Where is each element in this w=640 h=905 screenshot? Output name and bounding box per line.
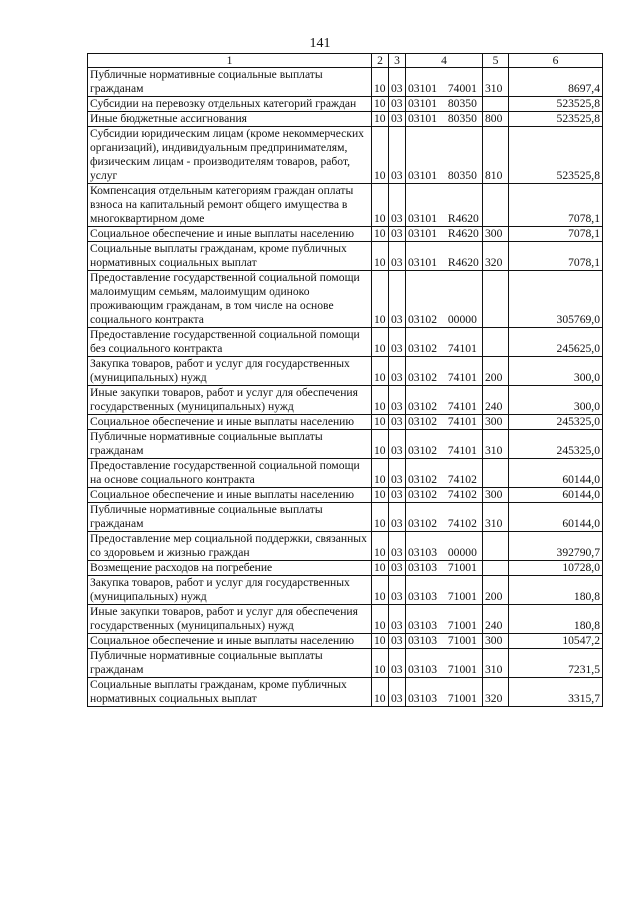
row-section-cell: 10	[372, 357, 389, 386]
row-amount-cell: 60144,0	[509, 503, 603, 532]
row-name-cell: Публичные нормативные социальные выплаты гражданам	[88, 649, 372, 678]
row-amount-cell: 523525,8	[509, 112, 603, 127]
row-name-cell: Социальное обеспечение и иные выплаты населению	[88, 415, 372, 430]
table-row	[88, 605, 603, 634]
table-row	[88, 357, 603, 386]
row-amount-cell: 60144,0	[509, 459, 603, 488]
row-target-code-cell: 03101 R4620	[406, 242, 483, 271]
row-target-code-cell: 03101 80350	[406, 127, 483, 184]
row-section-cell: 10	[372, 68, 389, 97]
row-expense-type-cell	[483, 271, 509, 328]
row-amount-cell: 3315,7	[509, 678, 603, 707]
table-row	[88, 328, 603, 357]
row-section-cell: 10	[372, 112, 389, 127]
row-amount-cell: 392790,7	[509, 532, 603, 561]
row-section-cell: 10	[372, 415, 389, 430]
row-expense-type-cell: 300	[483, 488, 509, 503]
row-section-cell: 10	[372, 97, 389, 112]
column-header-3: 3	[389, 54, 406, 68]
row-amount-cell: 305769,0	[509, 271, 603, 328]
row-subsection-cell: 03	[389, 112, 406, 127]
row-amount-cell: 245325,0	[509, 430, 603, 459]
table-row	[88, 386, 603, 415]
row-name-cell: Закупка товаров, работ и услуг для государственных (муниципальных) нужд	[88, 357, 372, 386]
row-name-cell: Иные закупки товаров, работ и услуг для обеспечения государственных (муниципальных) нужд	[88, 605, 372, 634]
row-section-cell: 10	[372, 328, 389, 357]
row-name-cell: Предоставление государственной социальной помощи без социального контракта	[88, 328, 372, 357]
row-section-cell: 10	[372, 649, 389, 678]
row-target-code-cell: 03102 74101	[406, 430, 483, 459]
table-row	[88, 97, 603, 112]
table-row	[88, 678, 603, 707]
row-name-cell: Субсидии юридическим лицам (кроме некоммерческих организаций), индивидуальным предпринимателям, физическим лицам - производителям товаров, работ, услуг	[88, 127, 372, 184]
row-name-cell: Компенсация отдельным категориям граждан оплаты взноса на капитальный ремонт общего имущества в многоквартирном доме	[88, 184, 372, 227]
row-section-cell: 10	[372, 488, 389, 503]
row-target-code-cell: 03102 74102	[406, 503, 483, 532]
row-section-cell: 10	[372, 430, 389, 459]
row-subsection-cell: 03	[389, 678, 406, 707]
row-subsection-cell: 03	[389, 328, 406, 357]
row-expense-type-cell: 310	[483, 68, 509, 97]
row-section-cell: 10	[372, 386, 389, 415]
row-amount-cell: 180,8	[509, 576, 603, 605]
column-header-2: 2	[372, 54, 389, 68]
row-section-cell: 10	[372, 459, 389, 488]
table-row	[88, 634, 603, 649]
row-name-cell: Предоставление мер социальной поддержки, связанных со здоровьем и жизнью граждан	[88, 532, 372, 561]
row-target-code-cell: 03101 80350	[406, 112, 483, 127]
row-target-code-cell: 03101 R4620	[406, 227, 483, 242]
row-amount-cell: 10547,2	[509, 634, 603, 649]
row-target-code-cell: 03103 71001	[406, 634, 483, 649]
row-subsection-cell: 03	[389, 634, 406, 649]
row-amount-cell: 10728,0	[509, 561, 603, 576]
row-section-cell: 10	[372, 127, 389, 184]
row-expense-type-cell: 240	[483, 605, 509, 634]
row-subsection-cell: 03	[389, 605, 406, 634]
row-name-cell: Публичные нормативные социальные выплаты гражданам	[88, 503, 372, 532]
column-header-1: 1	[88, 54, 372, 68]
row-expense-type-cell	[483, 561, 509, 576]
table-row	[88, 184, 603, 227]
row-subsection-cell: 03	[389, 503, 406, 532]
budget-table	[87, 53, 603, 707]
row-amount-cell: 7078,1	[509, 242, 603, 271]
row-subsection-cell: 03	[389, 415, 406, 430]
row-expense-type-cell: 810	[483, 127, 509, 184]
row-expense-type-cell: 200	[483, 576, 509, 605]
table-row	[88, 488, 603, 503]
row-subsection-cell: 03	[389, 532, 406, 561]
row-amount-cell: 7078,1	[509, 184, 603, 227]
row-expense-type-cell: 240	[483, 386, 509, 415]
row-expense-type-cell	[483, 328, 509, 357]
row-expense-type-cell: 300	[483, 415, 509, 430]
row-expense-type-cell: 200	[483, 357, 509, 386]
table-row	[88, 649, 603, 678]
row-section-cell: 10	[372, 227, 389, 242]
row-subsection-cell: 03	[389, 430, 406, 459]
row-subsection-cell: 03	[389, 386, 406, 415]
row-target-code-cell: 03103 71001	[406, 649, 483, 678]
table-row	[88, 415, 603, 430]
table-row	[88, 561, 603, 576]
row-target-code-cell: 03102 74101	[406, 386, 483, 415]
row-target-code-cell: 03101 80350	[406, 97, 483, 112]
row-name-cell: Социальные выплаты гражданам, кроме публичных нормативных социальных выплат	[88, 242, 372, 271]
row-section-cell: 10	[372, 532, 389, 561]
row-expense-type-cell: 300	[483, 634, 509, 649]
table-header-row	[88, 54, 603, 68]
row-section-cell: 10	[372, 503, 389, 532]
row-amount-cell: 245625,0	[509, 328, 603, 357]
table-row	[88, 271, 603, 328]
row-name-cell: Публичные нормативные социальные выплаты гражданам	[88, 68, 372, 97]
row-subsection-cell: 03	[389, 649, 406, 678]
row-amount-cell: 245325,0	[509, 415, 603, 430]
row-subsection-cell: 03	[389, 242, 406, 271]
table-body	[88, 68, 603, 707]
row-name-cell: Субсидии на перевозку отдельных категорий граждан	[88, 97, 372, 112]
row-subsection-cell: 03	[389, 68, 406, 97]
table-row	[88, 242, 603, 271]
row-section-cell: 10	[372, 242, 389, 271]
row-section-cell: 10	[372, 561, 389, 576]
row-name-cell: Иные закупки товаров, работ и услуг для обеспечения государственных (муниципальных) нужд	[88, 386, 372, 415]
row-target-code-cell: 03102 74101	[406, 415, 483, 430]
row-subsection-cell: 03	[389, 184, 406, 227]
row-target-code-cell: 03102 74101	[406, 357, 483, 386]
table-row	[88, 227, 603, 242]
row-expense-type-cell: 320	[483, 242, 509, 271]
row-amount-cell: 8697,4	[509, 68, 603, 97]
table-row	[88, 112, 603, 127]
row-section-cell: 10	[372, 634, 389, 649]
row-expense-type-cell: 320	[483, 678, 509, 707]
table-row	[88, 430, 603, 459]
row-target-code-cell: 03103 71001	[406, 605, 483, 634]
row-target-code-cell: 03103 71001	[406, 576, 483, 605]
row-name-cell: Социальные выплаты гражданам, кроме публичных нормативных социальных выплат	[88, 678, 372, 707]
row-name-cell: Возмещение расходов на погребение	[88, 561, 372, 576]
row-target-code-cell: 03101 74001	[406, 68, 483, 97]
row-subsection-cell: 03	[389, 576, 406, 605]
row-name-cell: Социальное обеспечение и иные выплаты населению	[88, 488, 372, 503]
row-name-cell: Социальное обеспечение и иные выплаты населению	[88, 634, 372, 649]
row-expense-type-cell: 310	[483, 430, 509, 459]
table-row	[88, 532, 603, 561]
row-section-cell: 10	[372, 605, 389, 634]
row-expense-type-cell: 310	[483, 649, 509, 678]
row-expense-type-cell	[483, 532, 509, 561]
row-name-cell: Предоставление государственной социальной помощи на основе социального контракта	[88, 459, 372, 488]
row-subsection-cell: 03	[389, 271, 406, 328]
row-target-code-cell: 03103 00000	[406, 532, 483, 561]
row-expense-type-cell	[483, 184, 509, 227]
row-expense-type-cell	[483, 97, 509, 112]
row-target-code-cell: 03103 71001	[406, 678, 483, 707]
row-name-cell: Предоставление государственной социальной помощи малоимущим семьям, малоимущим одиноко проживающим гражданам, в том числе на основе социального контракта	[88, 271, 372, 328]
row-subsection-cell: 03	[389, 357, 406, 386]
row-expense-type-cell: 310	[483, 503, 509, 532]
row-target-code-cell: 03102 74102	[406, 459, 483, 488]
row-expense-type-cell	[483, 459, 509, 488]
row-amount-cell: 180,8	[509, 605, 603, 634]
row-amount-cell: 60144,0	[509, 488, 603, 503]
row-amount-cell: 7078,1	[509, 227, 603, 242]
column-header-4: 4	[406, 54, 483, 68]
table-row	[88, 127, 603, 184]
row-subsection-cell: 03	[389, 97, 406, 112]
row-target-code-cell: 03102 74101	[406, 328, 483, 357]
row-amount-cell: 523525,8	[509, 97, 603, 112]
row-name-cell: Иные бюджетные ассигнования	[88, 112, 372, 127]
row-section-cell: 10	[372, 184, 389, 227]
row-subsection-cell: 03	[389, 127, 406, 184]
row-name-cell: Закупка товаров, работ и услуг для государственных (муниципальных) нужд	[88, 576, 372, 605]
row-target-code-cell: 03101 R4620	[406, 184, 483, 227]
table-row	[88, 68, 603, 97]
row-section-cell: 10	[372, 678, 389, 707]
table-row	[88, 503, 603, 532]
row-expense-type-cell: 300	[483, 227, 509, 242]
row-section-cell: 10	[372, 271, 389, 328]
row-subsection-cell: 03	[389, 561, 406, 576]
row-amount-cell: 523525,8	[509, 127, 603, 184]
row-expense-type-cell: 800	[483, 112, 509, 127]
row-name-cell: Социальное обеспечение и иные выплаты населению	[88, 227, 372, 242]
row-amount-cell: 7231,5	[509, 649, 603, 678]
row-subsection-cell: 03	[389, 459, 406, 488]
row-target-code-cell: 03102 00000	[406, 271, 483, 328]
row-target-code-cell: 03102 74102	[406, 488, 483, 503]
column-header-6: 6	[509, 54, 603, 68]
row-name-cell: Публичные нормативные социальные выплаты гражданам	[88, 430, 372, 459]
row-target-code-cell: 03103 71001	[406, 561, 483, 576]
row-subsection-cell: 03	[389, 488, 406, 503]
table-row	[88, 576, 603, 605]
row-section-cell: 10	[372, 576, 389, 605]
row-subsection-cell: 03	[389, 227, 406, 242]
table-row	[88, 459, 603, 488]
row-amount-cell: 300,0	[509, 386, 603, 415]
column-header-5: 5	[483, 54, 509, 68]
row-amount-cell: 300,0	[509, 357, 603, 386]
page-number: 141	[309, 36, 331, 51]
